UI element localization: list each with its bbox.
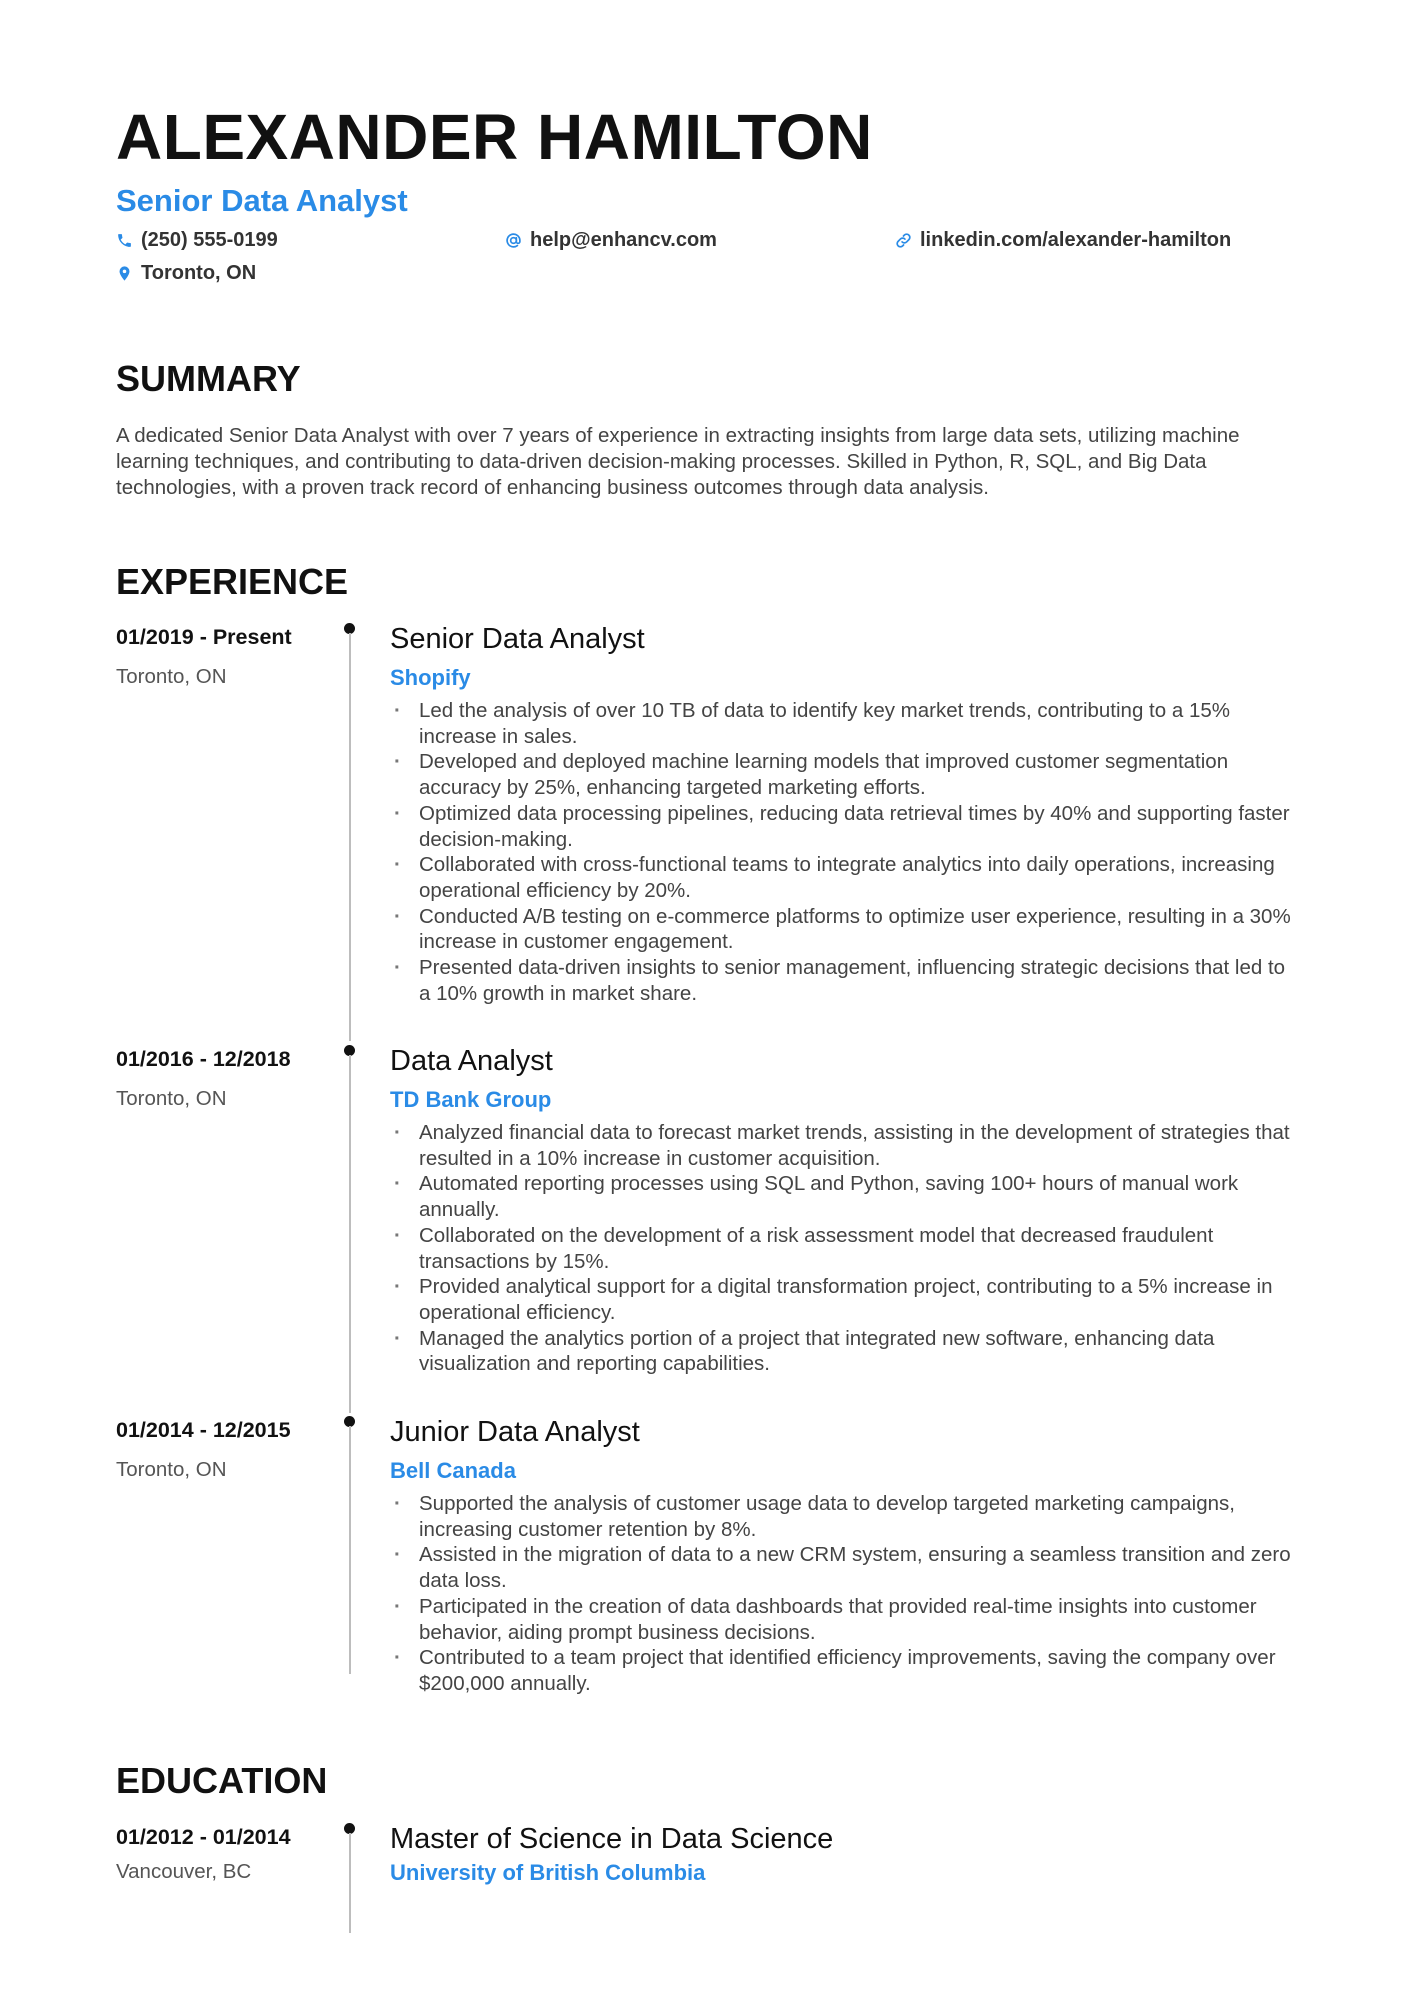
bullet-item: · Optimized data processing pipelines, reducing data retrieval times by 40% and supporting faster decision-making. bbox=[390, 801, 1300, 852]
entry-bullets bbox=[390, 1491, 1300, 1697]
summary-text: A dedicated Senior Data Analyst with over 7 years of experience in extracting insights from large data sets, utilizing machine learning techniques, and contributing to data-driven decision-making processes. Skilled in Python, R, SQL, and Big Data technologies, with a proven track record of enhancing business outcomes through data analysis. bbox=[116, 424, 1240, 499]
contact-phone[interactable] bbox=[116, 229, 278, 252]
contact-email[interactable] bbox=[505, 229, 717, 252]
timeline-line bbox=[349, 1055, 351, 1413]
bullet-item: · Collaborated with cross-functional teams to integrate analytics into daily operations, increasing operational efficiency by 20%. bbox=[390, 852, 1300, 903]
location-pin-icon bbox=[116, 265, 133, 282]
entry-school: University of British Columbia bbox=[390, 1860, 706, 1885]
candidate-headline: Senior Data Analyst bbox=[116, 183, 408, 218]
entry-location: Toronto, ON bbox=[116, 1458, 227, 1481]
entry-role: Data Analyst bbox=[390, 1045, 553, 1077]
education-title: EDUCATION bbox=[116, 1760, 328, 1801]
timeline-line bbox=[349, 1833, 351, 1933]
entry-bullets bbox=[390, 1120, 1300, 1377]
entry-date: 01/2019 - Present bbox=[116, 625, 292, 649]
bullet-item: · Conducted A/B testing on e-commerce platforms to optimize user experience, resulting in a 30% increase in customer engagement. bbox=[390, 904, 1300, 955]
entry-company: Bell Canada bbox=[390, 1458, 516, 1483]
phone-icon bbox=[116, 232, 133, 249]
bullet-item: · Presented data-driven insights to senior management, influencing strategic decisions that led to a 10% growth in market share. bbox=[390, 955, 1300, 1006]
bullet-item: · Collaborated on the development of a risk assessment model that decreased fraudulent transactions by 15%. bbox=[390, 1223, 1300, 1274]
contact-location bbox=[116, 262, 256, 285]
bullet-item: · Managed the analytics portion of a project that integrated new software, enhancing data visualization and reporting capabilities. bbox=[390, 1326, 1300, 1377]
email-text: help@enhancv.com bbox=[530, 229, 717, 251]
summary-title: SUMMARY bbox=[116, 358, 301, 399]
entry-bullets bbox=[390, 698, 1300, 1006]
contact-linkedin[interactable] bbox=[895, 229, 1231, 252]
bullet-item: · Developed and deployed machine learning models that improved customer segmentation accuracy by 25%, enhancing targeted marketing efforts. bbox=[390, 749, 1300, 800]
entry-role: Senior Data Analyst bbox=[390, 623, 645, 655]
entry-role: Junior Data Analyst bbox=[390, 1416, 640, 1448]
entry-company: TD Bank Group bbox=[390, 1087, 552, 1112]
bullet-item: · Supported the analysis of customer usage data to develop targeted marketing campaigns, increasing customer retention by 8%. bbox=[390, 1491, 1300, 1542]
bullet-item: · Assisted in the migration of data to a new CRM system, ensuring a seamless transition and zero data loss. bbox=[390, 1542, 1300, 1593]
entry-date: 01/2012 - 01/2014 bbox=[116, 1825, 291, 1849]
location-text: Toronto, ON bbox=[141, 262, 257, 284]
link-icon bbox=[895, 232, 912, 249]
candidate-name: ALEXANDER HAMILTON bbox=[116, 101, 873, 173]
entry-location: Toronto, ON bbox=[116, 1087, 227, 1110]
entry-company: Shopify bbox=[390, 665, 471, 690]
timeline-line bbox=[349, 633, 351, 1041]
entry-date: 01/2016 - 12/2018 bbox=[116, 1047, 291, 1071]
entry-location: Toronto, ON bbox=[116, 665, 227, 688]
bullet-item: · Participated in the creation of data dashboards that provided real-time insights into customer behavior, aiding prompt business decisions. bbox=[390, 1594, 1300, 1645]
at-icon bbox=[505, 232, 522, 249]
entry-location: Vancouver, BC bbox=[116, 1860, 252, 1883]
linkedin-text: linkedin.com/alexander-hamilton bbox=[920, 229, 1232, 251]
bullet-item: · Analyzed financial data to forecast market trends, assisting in the development of strategies that resulted in a 10% increase in customer acquisition. bbox=[390, 1120, 1300, 1171]
bullet-item: · Contributed to a team project that identified efficiency improvements, saving the company over $200,000 annually. bbox=[390, 1645, 1300, 1696]
bullet-item: · Automated reporting processes using SQL and Python, saving 100+ hours of manual work annually. bbox=[390, 1171, 1300, 1222]
phone-text: (250) 555-0199 bbox=[141, 229, 278, 251]
bullet-item: · Provided analytical support for a digital transformation project, contributing to a 5% increase in operational efficiency. bbox=[390, 1274, 1300, 1325]
bullet-item: · Led the analysis of over 10 TB of data to identify key market trends, contributing to a 15% increase in sales. bbox=[390, 698, 1300, 749]
experience-title: EXPERIENCE bbox=[116, 561, 349, 602]
timeline-line bbox=[349, 1426, 351, 1674]
entry-date: 01/2014 - 12/2015 bbox=[116, 1418, 291, 1442]
entry-degree: Master of Science in Data Science bbox=[390, 1823, 834, 1855]
